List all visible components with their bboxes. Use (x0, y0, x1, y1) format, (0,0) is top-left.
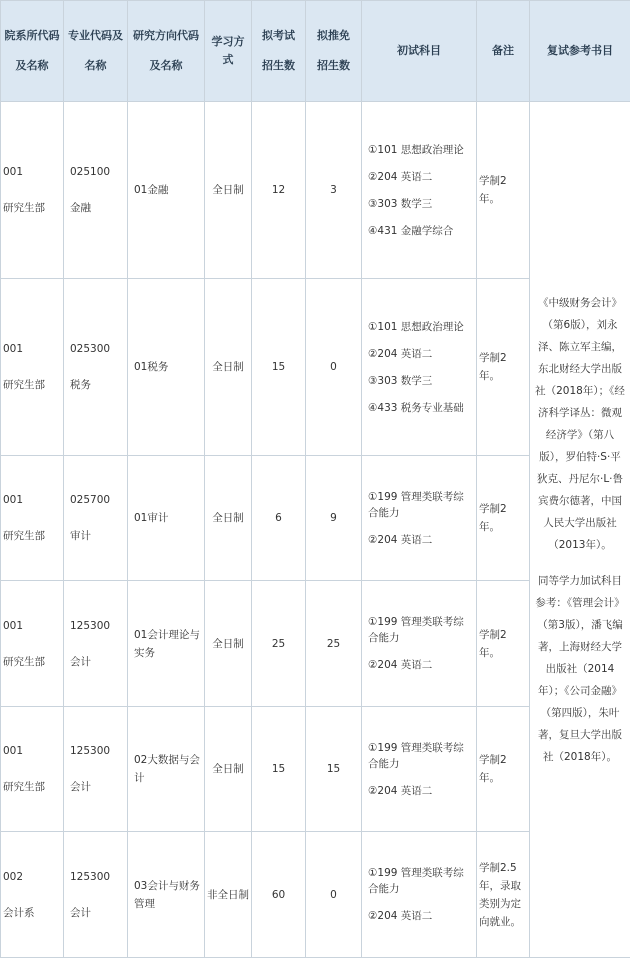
subjects-cell: ①101 思想政治理论 ②204 英语二 ③303 数学三 ④431 金融学综合 (362, 102, 477, 279)
mode-cell: 全日制 (205, 581, 252, 707)
header-reference: 复试参考书目 (530, 1, 630, 102)
header-subjects: 初试科目 (362, 1, 477, 102)
exam-quota-cell: 12 (252, 102, 306, 279)
table-header-row (1, 1, 630, 102)
mode-cell: 全日制 (205, 707, 252, 832)
note-cell: 学制2.5年，录取类别为定向就业。 (477, 832, 530, 958)
exam-quota-cell: 6 (252, 456, 306, 581)
table-row (1, 102, 630, 279)
mode-cell: 全日制 (205, 102, 252, 279)
note-cell: 学制2年。 (477, 102, 530, 279)
direction-cell: 01会计理论与实务 (128, 581, 205, 707)
header-dept: 院系所代码 及名称 (1, 1, 64, 102)
mode-cell: 非全日制 (205, 832, 252, 958)
reference-extra: 同等学力加试科目参考：《管理会计》（第3版），潘飞编著，上海财经大学出版社（2014年）；《公司金融》（第四版），朱叶著，复旦大学出版社（2018年）。 (535, 574, 625, 763)
mode-cell: 全日制 (205, 456, 252, 581)
subjects-cell: ①199 管理类联考综合能力 ②204 英语二 (362, 707, 477, 832)
dept-cell: 001 研究生部 (1, 707, 64, 832)
subjects-cell: ①199 管理类联考综合能力 ②204 英语二 (362, 581, 477, 707)
exam-quota-cell: 15 (252, 279, 306, 456)
major-cell: 125300 会计 (64, 707, 128, 832)
header-exempt-quota: 拟推免 招生数 (306, 1, 362, 102)
direction-cell: 01审计 (128, 456, 205, 581)
subjects-cell: ①101 思想政治理论 ②204 英语二 ③303 数学三 ④433 税务专业基础 (362, 279, 477, 456)
exempt-quota-cell: 0 (306, 832, 362, 958)
note-cell: 学制2年。 (477, 707, 530, 832)
note-cell: 学制2年。 (477, 581, 530, 707)
direction-cell: 01税务 (128, 279, 205, 456)
dept-cell: 001 研究生部 (1, 279, 64, 456)
reference-cell (530, 102, 630, 958)
subjects-cell: ①199 管理类联考综合能力 ②204 英语二 (362, 832, 477, 958)
dept-cell: 001 研究生部 (1, 456, 64, 581)
major-cell: 125300 会计 (64, 581, 128, 707)
direction-cell: 03会计与财务管理 (128, 832, 205, 958)
note-cell: 学制2年。 (477, 456, 530, 581)
exempt-quota-cell: 9 (306, 456, 362, 581)
major-cell: 025700 审计 (64, 456, 128, 581)
mode-cell: 全日制 (205, 279, 252, 456)
major-cell: 125300 会计 (64, 832, 128, 958)
header-mode: 学习方式 (205, 1, 252, 102)
note-cell: 学制2年。 (477, 279, 530, 456)
exempt-quota-cell: 3 (306, 102, 362, 279)
exempt-quota-cell: 15 (306, 707, 362, 832)
header-exam-quota: 拟考试 招生数 (252, 1, 306, 102)
header-direction: 研究方向代码 及名称 (128, 1, 205, 102)
dept-cell: 001 研究生部 (1, 581, 64, 707)
reference-main: 《中级财务会计》（第6版），刘永泽、陈立军主编，东北财经大学出版社（2018年）；《经济科学译丛：微观经济学》（第八版），罗伯特·S·平狄克、丹尼尔·L·鲁宾费尔德著，中国人民大学出版社（2013年）。 (535, 296, 625, 551)
subjects-cell: ①199 管理类联考综合能力 ②204 英语二 (362, 456, 477, 581)
exempt-quota-cell: 0 (306, 279, 362, 456)
major-cell: 025300 税务 (64, 279, 128, 456)
exam-quota-cell: 15 (252, 707, 306, 832)
exam-quota-cell: 60 (252, 832, 306, 958)
direction-cell: 01金融 (128, 102, 205, 279)
dept-cell: 002 会计系 (1, 832, 64, 958)
header-note: 备注 (477, 1, 530, 102)
exempt-quota-cell: 25 (306, 581, 362, 707)
exam-quota-cell: 25 (252, 581, 306, 707)
direction-cell: 02大数据与会计 (128, 707, 205, 832)
major-cell: 025100 金融 (64, 102, 128, 279)
header-major: 专业代码及 名称 (64, 1, 128, 102)
dept-cell: 001 研究生部 (1, 102, 64, 279)
